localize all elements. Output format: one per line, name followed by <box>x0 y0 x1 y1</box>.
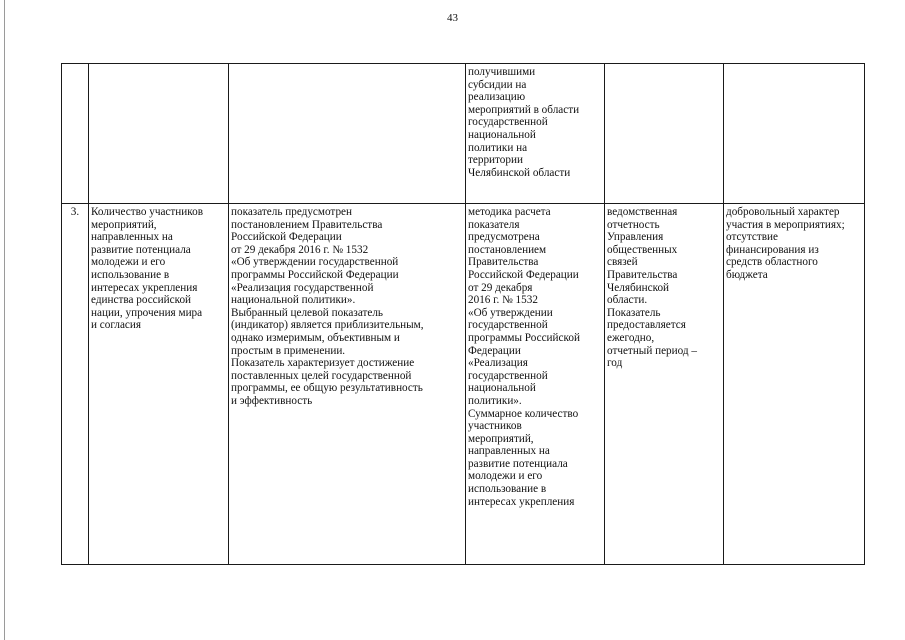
basis-cell: показатель предусмотрен постановлением Правительства Российской Федерации от 29 декабря 2016 г. № 1532 «Об утверждении государственной программы Российской Федерации «Реализация государственной национальной политики». Выбранный целевой показатель (индикатор) является приблизительным, однако измеримым, объективным и простым в применении. Показатель характеризует достижение поставленных целей государственной программы, ее общую результативность и эффективность <box>229 204 466 565</box>
table-row <box>62 204 865 565</box>
indicator-table <box>61 63 865 565</box>
row-number-cell <box>62 64 89 204</box>
indicator-name-cell: Количество участников мероприятий, направленных на развитие потенциала молодежи и его использование в интересах укрепления единства российской нации, упрочения мира и согласия <box>89 204 229 565</box>
factors-cell: добровольный характер участия в мероприятиях; отсутствие финансирования из средств областного бюджета <box>724 204 865 565</box>
page-edge-line <box>4 0 5 640</box>
basis-cell <box>229 64 466 204</box>
factors-cell <box>724 64 865 204</box>
method-cell: методика расчета показателя предусмотрена постановлением Правительства Российской Федерации от 29 декабря 2016 г. № 1532 «Об утверждении государственной программы Российской Федерации «Реализация государственной национальной политики». Суммарное количество участников мероприятий, направленных на развитие потенциала молодежи и его использование в интересах укрепления <box>466 204 605 565</box>
table-row <box>62 64 865 204</box>
page-number: 43 <box>447 12 458 24</box>
source-cell <box>605 64 724 204</box>
source-cell: ведомственная отчетность Управления общественных связей Правительства Челябинской области. Показатель предоставляется ежегодно, отчетный период – год <box>605 204 724 565</box>
indicator-name-cell <box>89 64 229 204</box>
method-cell: получившими субсидии на реализацию мероприятий в области государственной национальной политики на территории Челябинской области <box>466 64 605 204</box>
row-number-cell: 3. <box>62 204 89 565</box>
